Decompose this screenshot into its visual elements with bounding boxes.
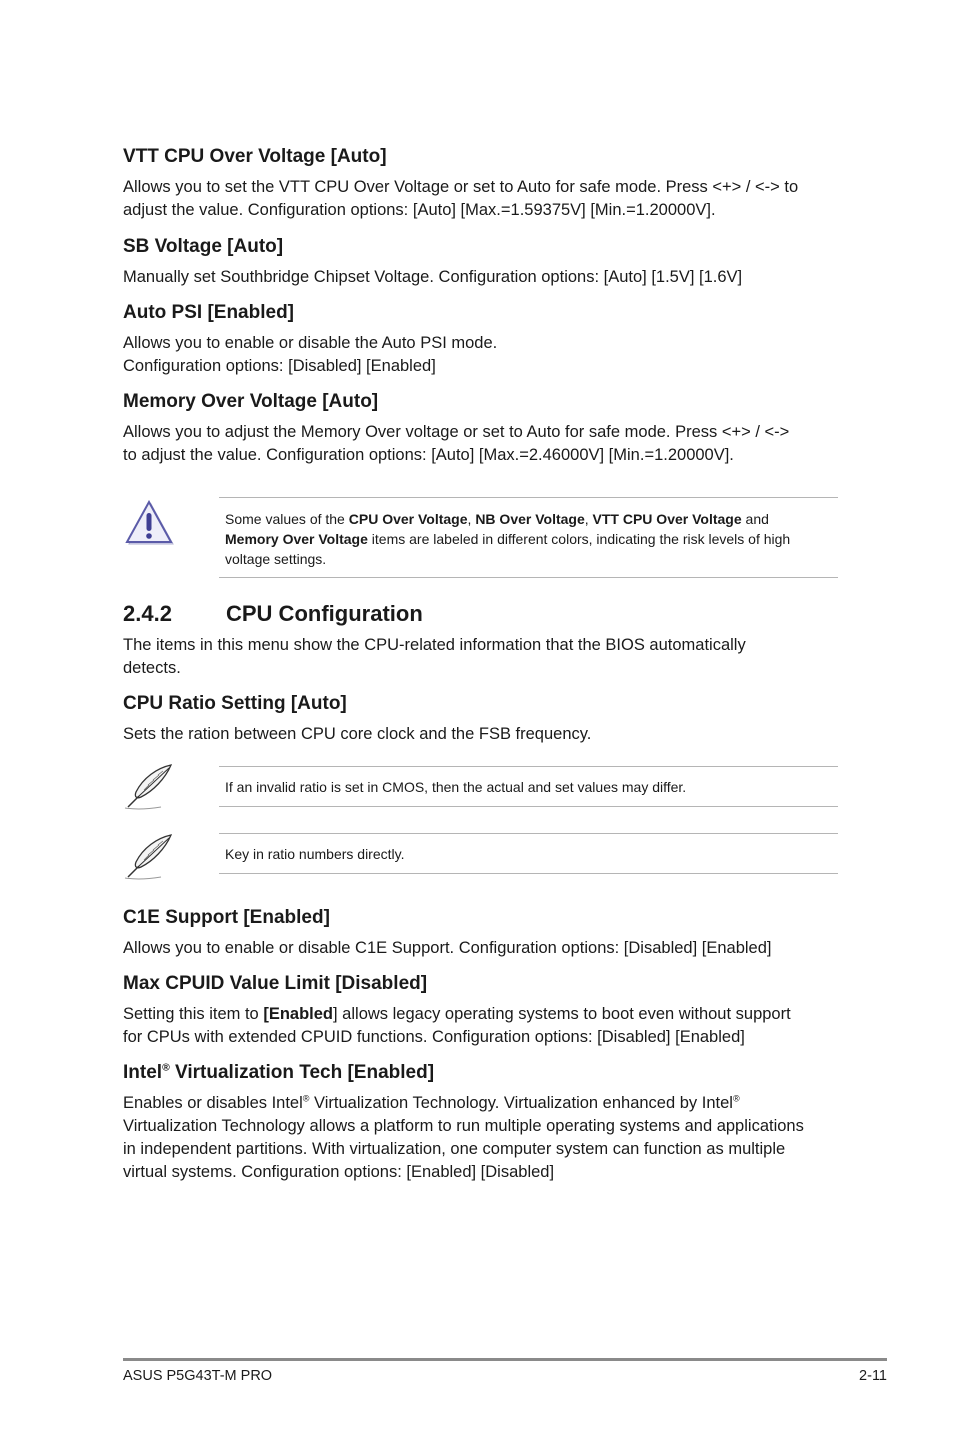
text-run: Virtualization Tech [Enabled] (169, 1062, 435, 1083)
bold-text-run: [Enabled (263, 1005, 334, 1023)
item-description-line: Allows you to enable or disable the Auto PSI mode. (123, 334, 498, 352)
item-description-line: Allows you to set the VTT CPU Over Voltage or set to Auto for safe mode. Press <+> / <-> to (123, 178, 799, 196)
note-text: If an invalid ratio is set in CMOS, then the actual and set values may differ. (225, 779, 687, 795)
text-run: , (467, 511, 476, 527)
note-text: Key in ratio numbers directly. (225, 846, 405, 862)
item-heading-auto-psi: Auto PSI [Enabled] (123, 302, 294, 323)
bold-text-run: NB Over Voltage (475, 511, 585, 527)
note-key-in-ratio (219, 833, 838, 874)
text-run: Setting this item to (123, 1005, 264, 1023)
item-heading-c1e-support: C1E Support [Enabled] (123, 907, 330, 928)
footer-divider (123, 1358, 887, 1361)
footer-product-name: ASUS P5G43T-M PRO (123, 1368, 273, 1384)
item-heading-max-cpuid: Max CPUID Value Limit [Disabled] (123, 973, 428, 994)
section-heading (123, 600, 423, 628)
bold-text-run: Memory Over Voltage (225, 531, 368, 547)
note-invalid-ratio (219, 766, 838, 807)
section-intro-line: The items in this menu show the CPU-related information that the BIOS automatically (123, 636, 746, 654)
section-title: CPU Configuration (226, 601, 423, 626)
item-description-line: Virtualization Technology allows a platform to run multiple operating systems and applications (123, 1117, 804, 1135)
registered-mark: ® (302, 1093, 310, 1104)
text-run: ] allows legacy operating systems to boot even without support (333, 1005, 791, 1023)
registered-mark: ® (162, 1062, 170, 1074)
feather-pen-icon (123, 762, 177, 817)
registered-mark: ® (732, 1093, 740, 1104)
feather-pen-icon (123, 832, 177, 887)
item-heading-intel-virtualization-tech (123, 1061, 434, 1085)
bold-text-run: VTT CPU Over Voltage (592, 511, 742, 527)
warning-triangle-icon (123, 500, 175, 553)
text-run: voltage settings. (225, 551, 327, 567)
item-heading-vtt-cpu-over-voltage: VTT CPU Over Voltage [Auto] (123, 146, 387, 167)
footer-page-number: 2-11 (859, 1368, 887, 1384)
item-heading-sb-voltage: SB Voltage [Auto] (123, 236, 284, 257)
item-heading-memory-over-voltage: Memory Over Voltage [Auto] (123, 391, 379, 412)
text-run: and (741, 511, 769, 527)
text-run: Intel (123, 1062, 163, 1083)
item-description-line (123, 1003, 791, 1026)
item-description-line: Allows you to adjust the Memory Over voltage or set to Auto for safe mode. Press <+> / <-> (123, 423, 790, 441)
item-description-line: virtual systems. Configuration options: [Enabled] [Disabled] (123, 1163, 555, 1181)
item-description-line: Configuration options: [Disabled] [Enabled] (123, 357, 436, 375)
section-number: 2.4.2 (123, 601, 172, 626)
item-description-line (123, 1092, 740, 1115)
item-description-line: for CPUs with extended CPUID functions. Configuration options: [Disabled] [Enabled] (123, 1028, 745, 1046)
text-run: Some values of the (225, 511, 349, 527)
caution-note (219, 497, 838, 578)
text-run: items are labeled in different colors, indicating the risk levels of high (367, 531, 791, 547)
bold-text-run: CPU Over Voltage (348, 511, 468, 527)
section-intro-line: detects. (123, 659, 181, 677)
item-description-line: Manually set Southbridge Chipset Voltage. Configuration options: [Auto] [1.5V] [1.6V] (123, 268, 743, 286)
text-run: Enables or disables Intel (123, 1094, 303, 1112)
item-description-line: adjust the value. Configuration options: [Auto] [Max.=1.59375V] [Min.=1.20000V]. (123, 201, 716, 219)
text-run: , (584, 511, 593, 527)
caution-text (219, 509, 838, 569)
item-description-line: to adjust the value. Configuration options: [Auto] [Max.=2.46000V] [Min.=1.20000V]. (123, 446, 734, 464)
item-description-line: Sets the ration between CPU core clock and the FSB frequency. (123, 725, 592, 743)
item-description-line: in independent partitions. With virtualization, one computer system can function as multiple (123, 1140, 786, 1158)
text-run: Virtualization Technology. Virtualization enhanced by Intel (309, 1094, 733, 1112)
item-heading-cpu-ratio-setting: CPU Ratio Setting [Auto] (123, 693, 347, 714)
item-description-line: Allows you to enable or disable C1E Support. Configuration options: [Disabled] [Enabled] (123, 939, 772, 957)
